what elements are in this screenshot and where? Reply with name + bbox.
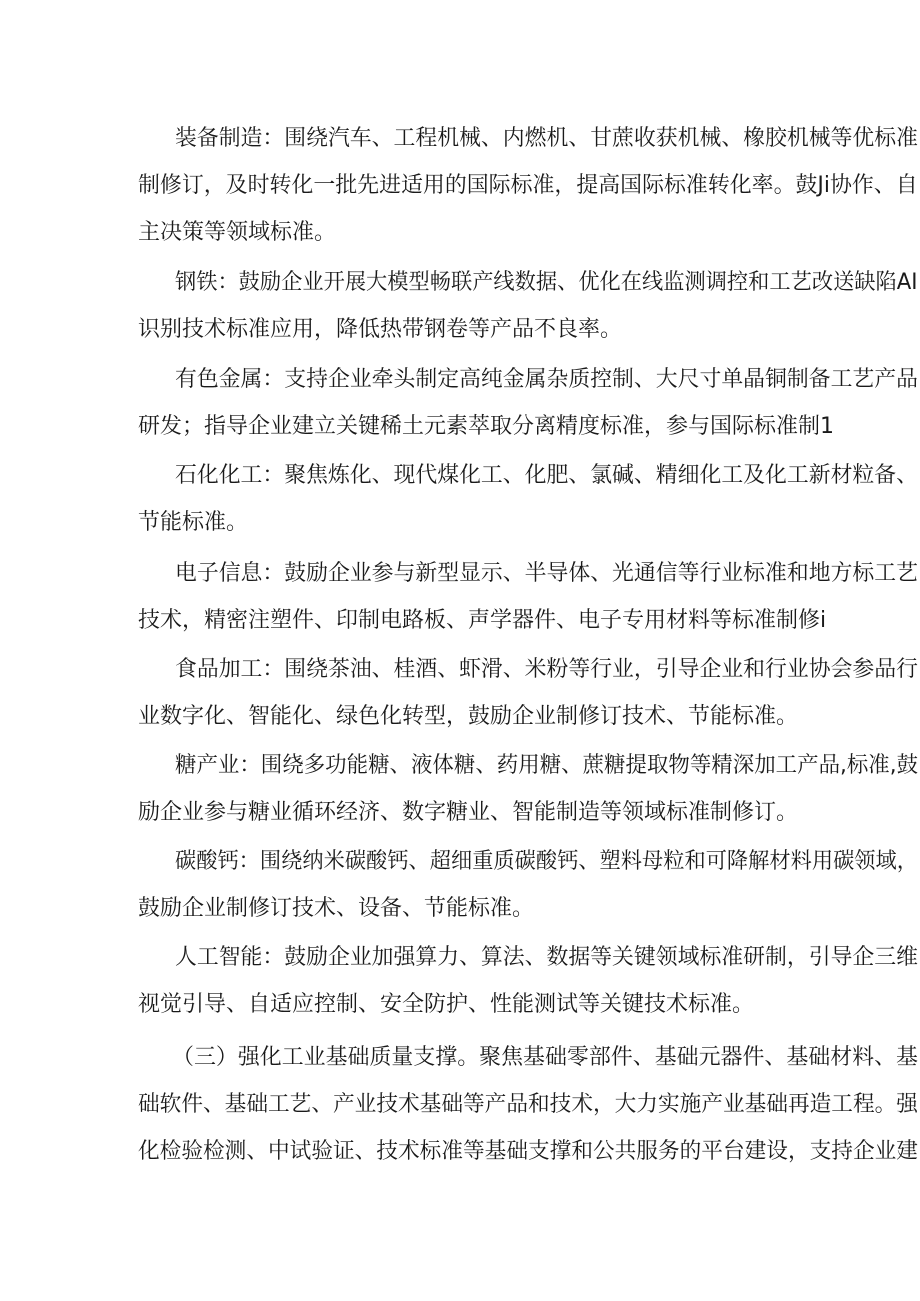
paragraph-line: 人工智能：鼓励企业加强算力、算法、数据等关键领域标准研制，引导企三维 [175,945,919,970]
paragraph-line: 础软件、基础工艺、产业技术基础等产品和技术，大力实施产业基础再造工程。强 [138,1092,918,1117]
paragraph-line: 电子信息：鼓励企业参与新型显示、半导体、光通信等行业标准和地方标工艺 [175,561,919,586]
paragraph-line: 制修订，及时转化一批先进适用的国际标准，提高国际标准转化率。鼓Ji协作、自 [138,173,918,198]
paragraph-line: 食品加工：围绕茶油、桂酒、虾滑、米粉等行业，引导企业和行业协会参品行 [175,657,919,682]
paragraph-line: 研发；指导企业建立关键稀土元素萃取分离精度标准，参与国际标准制1 [138,414,834,439]
paragraph-line: 鼓励企业制修订技术、设备、节能标准。 [138,896,535,921]
paragraph-line: 技术，精密注塑件、印制电路板、声学器件、电子专用材料等标准制修i [138,608,827,633]
paragraph-line: 石化化工：聚焦炼化、现代煤化工、化肥、氯碱、精细化工及化工新材粒备、 [175,463,919,488]
paragraph-line: 励企业参与糖业循环经济、数字糖业、智能制造等领域标准制修订。 [138,800,799,825]
paragraph-line: 视觉引导、自适应控制、安全防护、性能测试等关键技术标准。 [138,992,755,1017]
paragraph-line: 业数字化、智能化、绿色化转型，鼓励企业制修订技术、节能标准。 [138,704,799,729]
paragraph-line: 钢铁：鼓励企业开展大模型畅联产线数据、优化在线监测调控和工艺改送缺陷AI [175,270,918,295]
paragraph-line: （三）强化工业基础质量支撑。聚焦基础零部件、基础元器件、基础材料、基 [172,1045,918,1070]
paragraph-line: 碳酸钙：围绕纳米碳酸钙、超细重质碳酸钙、塑料母粒和可降解材料用碳领域， [175,849,918,874]
paragraph-line: 主决策等领域标准。 [138,220,337,245]
paragraph-line: 糖产业：围绕多功能糖、液体糖、药用糖、蔗糖提取物等精深加工产品,标准,鼓 [175,753,919,778]
paragraph-line: 装备制造：围绕汽车、工程机械、内燃机、甘蔗收获机械、橡胶机械等优标准 [175,126,919,151]
paragraph-line: 化检验检测、中试验证、技术标准等基础支撑和公共服务的平台建设，支持企业建 [138,1139,918,1164]
paragraph-line: 有色金属：支持企业牵头制定高纯金属杂质控制、大尺寸单晶铜制备工艺产品 [175,367,919,392]
paragraph-line: 识别技术标准应用，降低热带钢卷等产品不良率。 [138,317,623,342]
paragraph-line: 节能标准。 [138,510,249,535]
